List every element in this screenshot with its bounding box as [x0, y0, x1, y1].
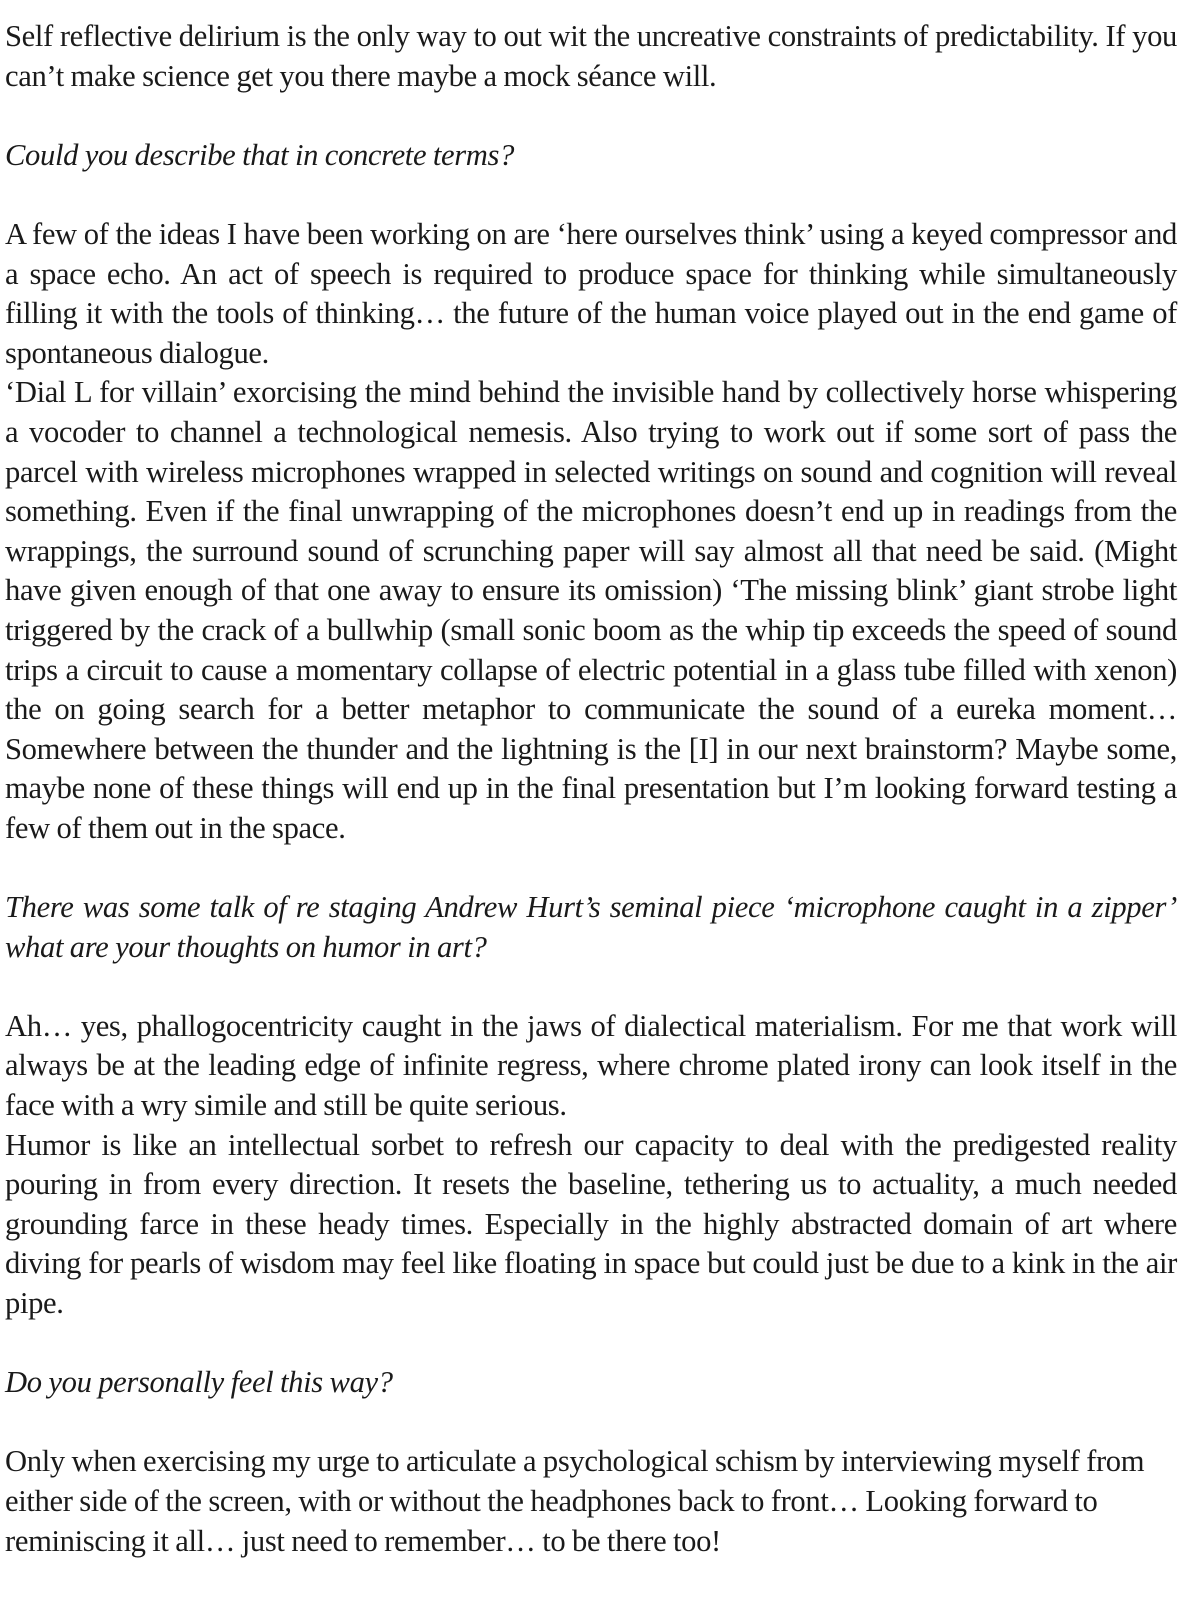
question-paragraph-3: Do you personally feel this way? [5, 1365, 393, 1400]
question-paragraph-2: There was some talk of re staging Andrew Hurt’s seminal piece ‘microphone caught in a zipper’ what are your thoughts on humor in art? [5, 890, 1177, 964]
paragraph-gap [5, 96, 1177, 136]
answer-paragraph-6: Only when exercising my urge to articulate a psychological schism by interviewing myself from either side of the screen, with or without the headphones back to front… Looking forward to reminiscing it all… just need to remember… to be there too! [5, 1444, 1145, 1558]
paragraph-gap [5, 175, 1177, 215]
answer-paragraph-3: ‘Dial L for villain’ exorcising the mind behind the invisible hand by collectively horse whispering a vocoder to channel a technological nemesis. Also trying to work out if some sort of pass the parcel with wireless microphones wrapped in selected writings on sound and cognition will reveal something. Even if the final unwrapping of the microphones doesn’t end up in readings from the wrappings, the surround sound of scrunching paper will say almost all that need be said. (Might have given enough of that one away to ensure its omission) ‘The missing blink’ giant strobe light triggered by the crack of a bullwhip (small sonic boom as the whip tip exceeds the speed of sound trips a circuit to cause a momentary collapse of electric potential in a glass tube filled with xenon) the on going search for a better metaphor to communicate the sound of a eureka moment… Somewhere between the thunder and the lightning is the [I] in our next brainstorm? Maybe some, maybe none of these things will end up in the final presentation but I’m looking forward testing a few of them out in the space. [5, 375, 1177, 845]
interview-text [5, 0, 1177, 1561]
paragraph-gap [5, 967, 1177, 1007]
answer-paragraph-2: A few of the ideas I have been working on are ‘here ourselves think’ using a keyed compressor and a space echo. An act of speech is required to produce space for thinking while simultaneously filling it with the tools of thinking… the future of the human voice played out in the end game of spontaneous dialogue. [5, 216, 1177, 370]
answer-paragraph-5: Humor is like an intellectual sorbet to refresh our capacity to deal with the predigested reality pouring in from every direction. It resets the baseline, tethering us to actuality, a much needed grounding farce in these heady times. Especially in the highly abstracted domain of art where diving for pearls of wisdom may feel like floating in space but could just be due to a kink in the air pipe. [5, 1127, 1177, 1320]
paragraph-gap [5, 848, 1177, 888]
question-paragraph-1: Could you describe that in concrete terms? [5, 137, 515, 172]
answer-paragraph-4: Ah… yes, phallogocentricity caught in the jaws of dialectical materialism. For me that work will always be at the leading edge of infinite regress, where chrome plated irony can look itself in the face with a wry simile and still be quite serious. [5, 1008, 1177, 1123]
answer-paragraph-1: Self reflective delirium is the only way to out wit the uncreative constraints of predictability. If you can’t make science get you there maybe a mock séance will. [5, 19, 1177, 93]
paragraph-gap [5, 1403, 1177, 1443]
paragraph-gap [5, 1324, 1177, 1364]
